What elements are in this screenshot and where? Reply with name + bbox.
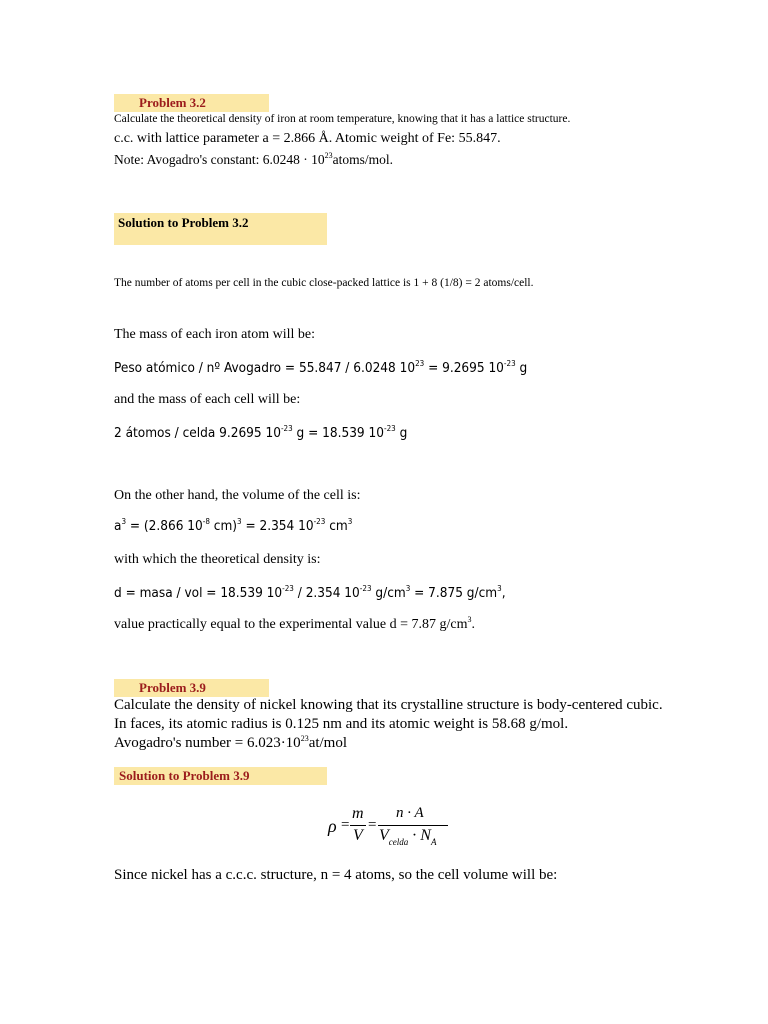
mass-cell-intro: and the mass of each cell will be: <box>114 392 301 407</box>
density-formula <box>328 800 458 852</box>
fraction-bar-2 <box>378 825 448 826</box>
equation-mass-cell: 2 átomos / celda 9.2695 $10^{-23}$ g = 18.539 $10^{-23}$ g <box>114 424 408 441</box>
problem-3-2-text-line1: Calculate the theoretical density of iron at room temperature, knowing that it has a lattice structure. <box>114 113 571 125</box>
problem-3-9-text-line3: Avogadro's number = $6.023\cdot 10^{23}at$/mol <box>114 734 348 751</box>
formula-V: V <box>353 827 363 844</box>
problem-3-9-text-line1: Calculate the density of nickel knowing that its crystalline structure is body-centered cubic. <box>114 697 663 713</box>
atoms-per-cell-text: The number of atoms per cell in the cubic close-packed lattice is 1 + 8 (1/8) = 2 atoms/cell. <box>114 277 534 289</box>
formula-denominator: $V_{celda} \cdot N_A$ <box>379 827 437 847</box>
solution-3-2-title: Solution to Problem 3.2 <box>118 215 249 230</box>
formula-m: m <box>352 805 364 822</box>
structure-line: Since nickel has a c.c.c. structure, n = 4 atoms, so the cell volume will be: <box>114 867 558 883</box>
mass-atom-intro: The mass of each iron atom will be: <box>114 327 315 342</box>
solution-3-9-title: Solution to Problem 3.9 <box>119 768 250 783</box>
problem-3-9-title: Problem 3.9 <box>139 680 206 695</box>
formula-rho: ρ <box>328 816 337 836</box>
fraction-bar-1 <box>350 825 366 826</box>
problem-3-2-text-line2: c.c. with lattice parameter a = 2.866 Å. Atomic weight of Fe: 55.847. <box>114 131 501 146</box>
formula-equals-1: = <box>341 817 350 833</box>
equation-density: d = masa / vol = 18.539 $10^{-23} / 2.354$ $10^{-23}$ $g/cm^3 = 7.875$ $g/cm^3$, <box>114 584 506 601</box>
density-intro: with which the theoretical density is: <box>114 552 321 567</box>
formula-numerator: n · A <box>396 805 424 821</box>
conclusion-text: value practically equal to the experimental value d = 7.87 $g/cm^3$. <box>114 615 475 632</box>
formula-equals-2: = <box>368 817 377 833</box>
volume-intro: On the other hand, the volume of the cell is: <box>114 488 361 503</box>
problem-3-2-text-line3: Note: Avogadro's constant: $6.0248 \cdot 10^{23}atoms$/mol. <box>114 151 394 167</box>
equation-volume: $a^3 = (2.866$ $10^{-8}$ cm)$^3$ = 2.354 $10^{-23}$ $cm^3$ <box>114 517 353 534</box>
problem-3-9-text-line2: In faces, its atomic radius is 0.125 nm and its atomic weight is 58.68 g/mol. <box>114 716 569 732</box>
problem-3-2-title: Problem 3.2 <box>139 95 206 110</box>
equation-mass-atom: Peso atómico / nº Avogadro = 55.847 / 6.0248 $10^{23} = 9.2695$ $10^{-23}$ g <box>114 359 528 376</box>
